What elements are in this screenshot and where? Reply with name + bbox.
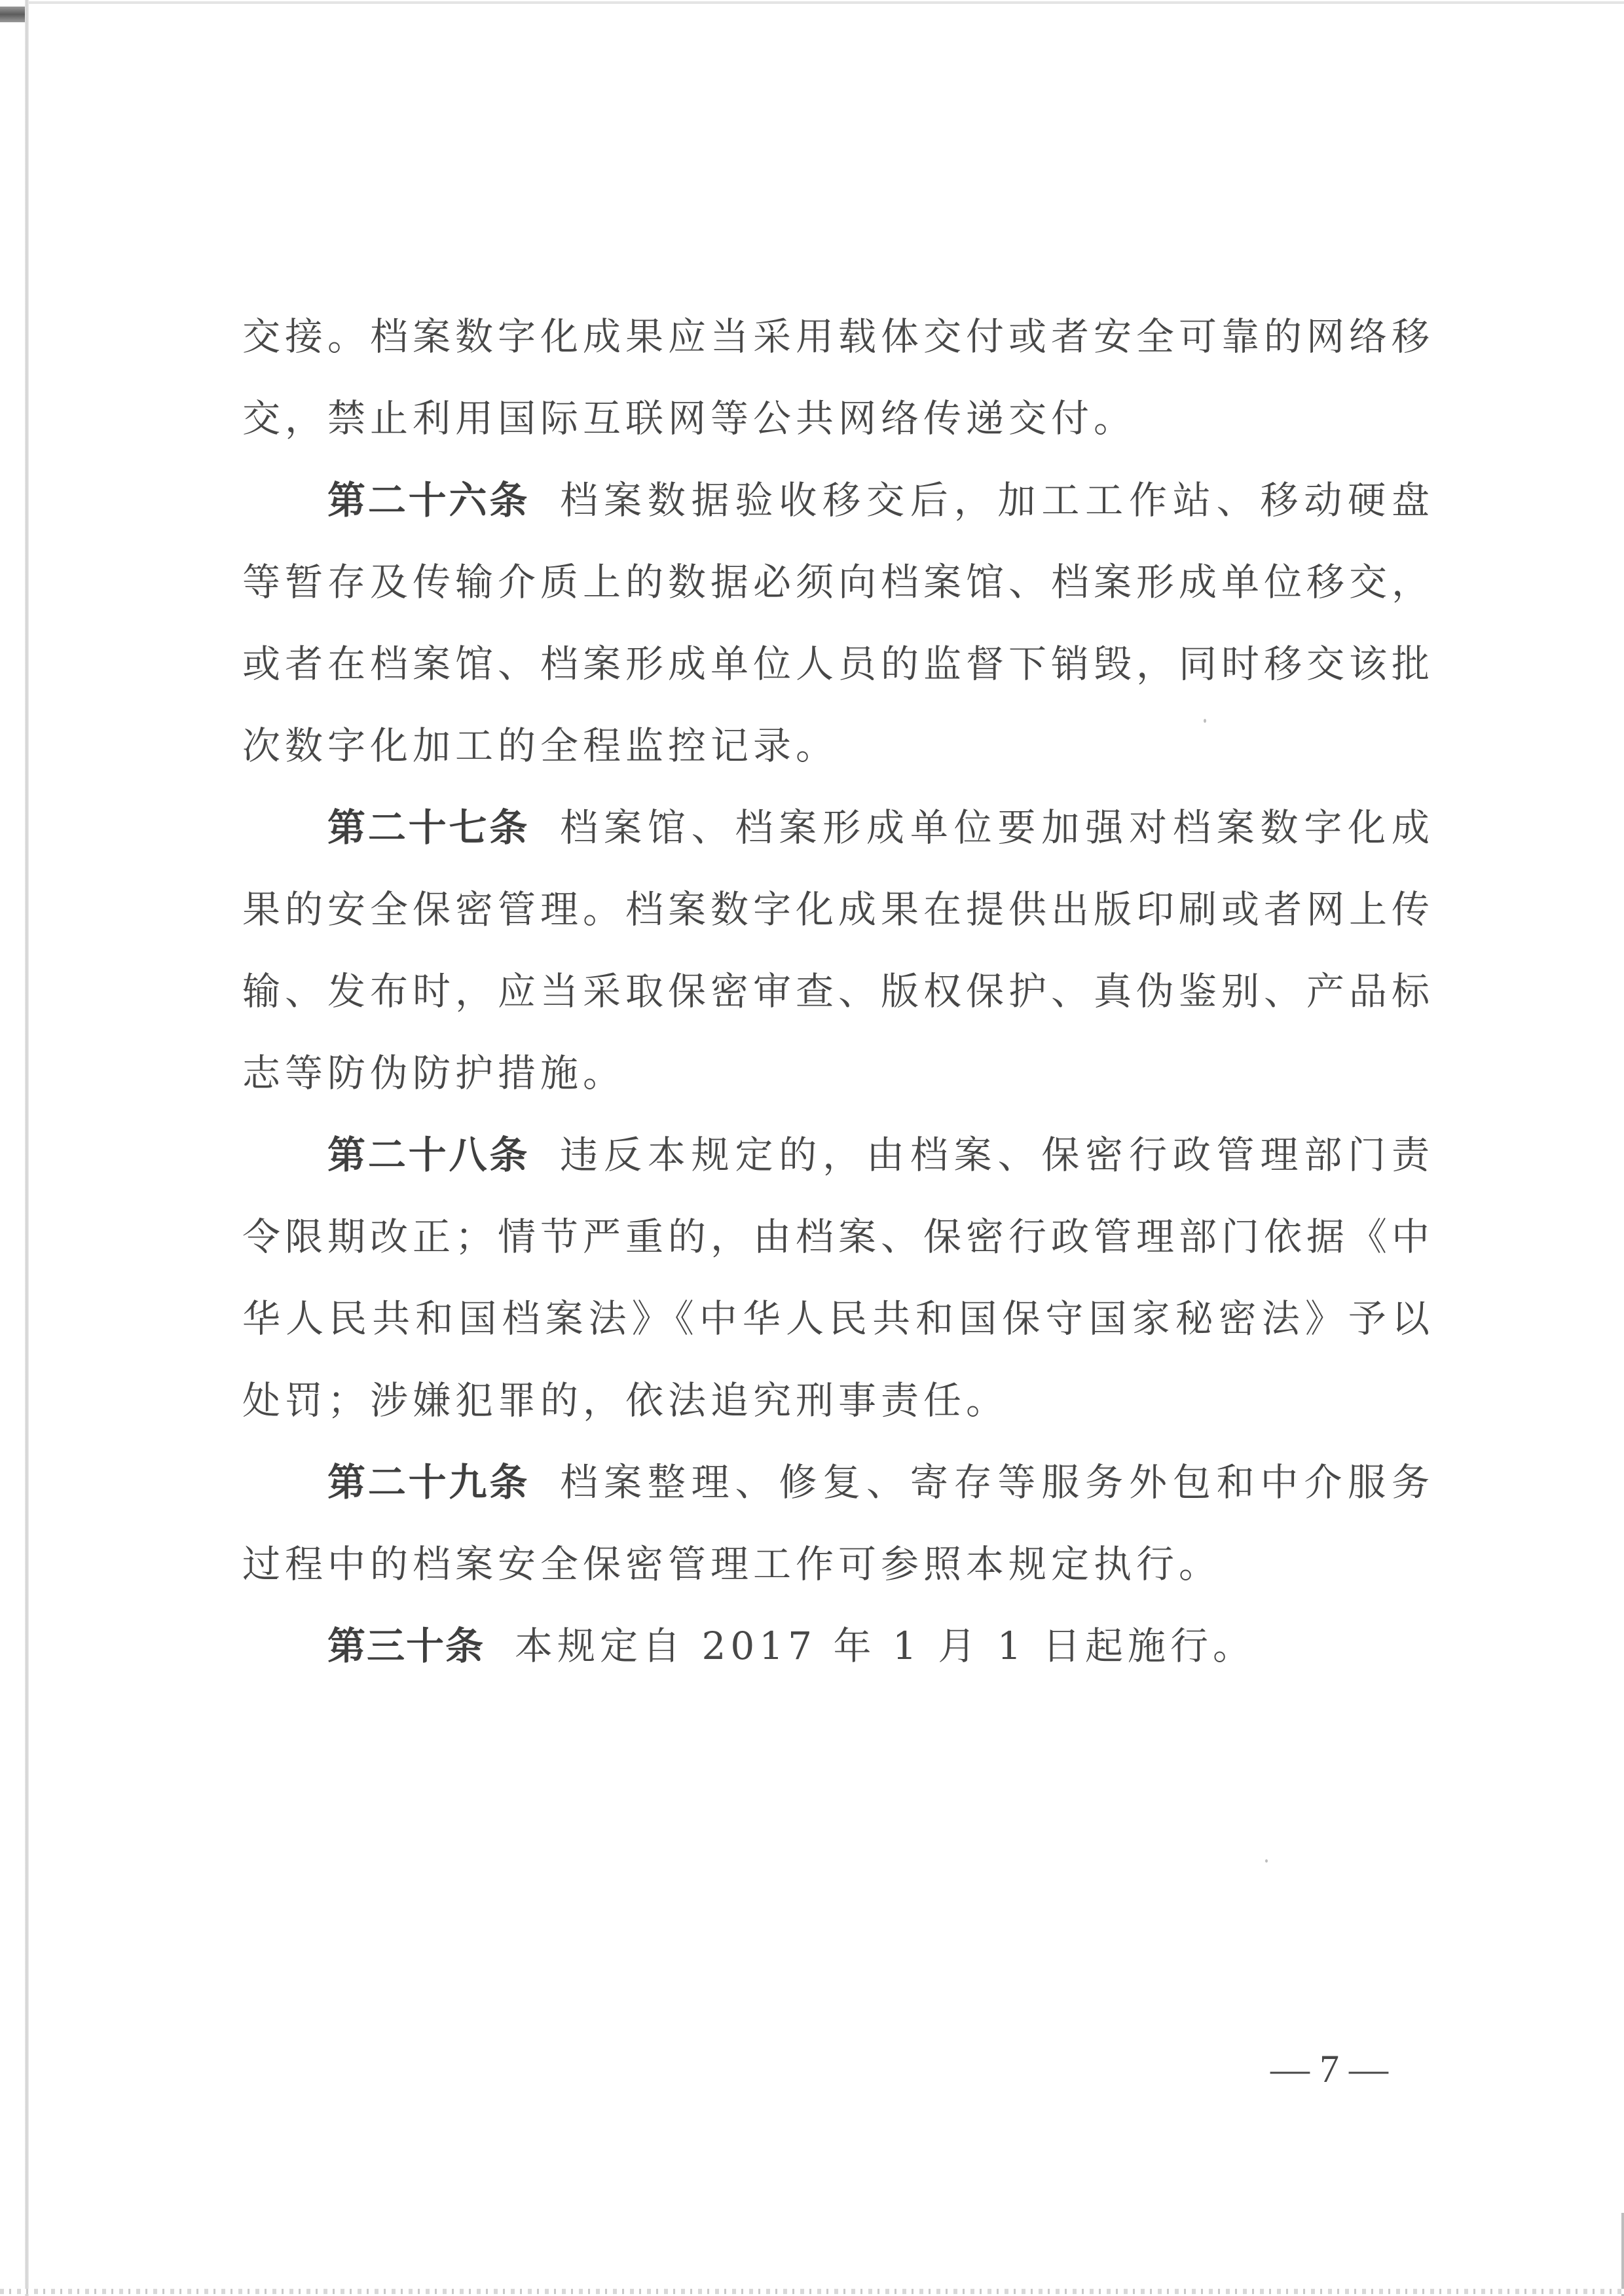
article-number: 第三十条 — [327, 1624, 485, 1668]
article-text: 档案数据验收移交后，加工工作站、移动硬盘等暂存及传输介质上的数据必须向档案馆、档案形成单位移交，或者在档案馆、档案形成单位人员的监督下销毁，同时移交该批次数字化加工的全程监控记录。 — [242, 478, 1435, 768]
scan-speck — [1265, 1859, 1268, 1863]
scan-edge-bottom — [0, 2289, 1624, 2294]
article-number: 第二十六条 — [327, 478, 530, 522]
article-29 — [242, 1442, 1434, 1605]
page-number: — 7 — — [1270, 2047, 1388, 2090]
continuation-paragraph — [242, 296, 1434, 460]
scan-edge-top — [29, 1, 1624, 4]
article-text: 档案整理、修复、寄存等服务外包和中介服务过程中的档案安全保密管理工作可参照本规定执行。 — [242, 1460, 1434, 1586]
article-text: 违反本规定的，由档案、保密行政管理部门责令限期改正；情节严重的，由档案、保密行政管理部门依据《中华人民共和国档案法》《中华人民共和国保守国家秘密法》予以处罚；涉嫌犯罪的，依法追究刑事责任。 — [242, 1133, 1435, 1423]
article-number: 第二十八条 — [327, 1133, 530, 1177]
scan-edge-left — [25, 0, 29, 2296]
article-30 — [242, 1605, 1434, 1687]
article-text: 档案馆、档案形成单位要加强对档案数字化成果的安全保密管理。档案数字化成果在提供出版印刷或者网上传输、发布时，应当采取保密审查、版权保护、真伪鉴别、产品标志等防伪防护措施。 — [242, 805, 1435, 1095]
article-26 — [242, 460, 1434, 787]
paragraph-text: 交接。档案数字化成果应当采用载体交付或者安全可靠的网络移交，禁止利用国际互联网等公共网络传递交付。 — [242, 314, 1435, 441]
article-text: 本规定自 2017 年 1 月 1 日起施行。 — [515, 1624, 1256, 1668]
article-number: 第二十七条 — [327, 805, 530, 850]
article-28 — [242, 1114, 1434, 1442]
article-27 — [242, 787, 1434, 1114]
document-body — [242, 296, 1434, 1687]
article-number: 第二十九条 — [327, 1460, 530, 1504]
scan-edge-right — [1621, 2213, 1624, 2296]
